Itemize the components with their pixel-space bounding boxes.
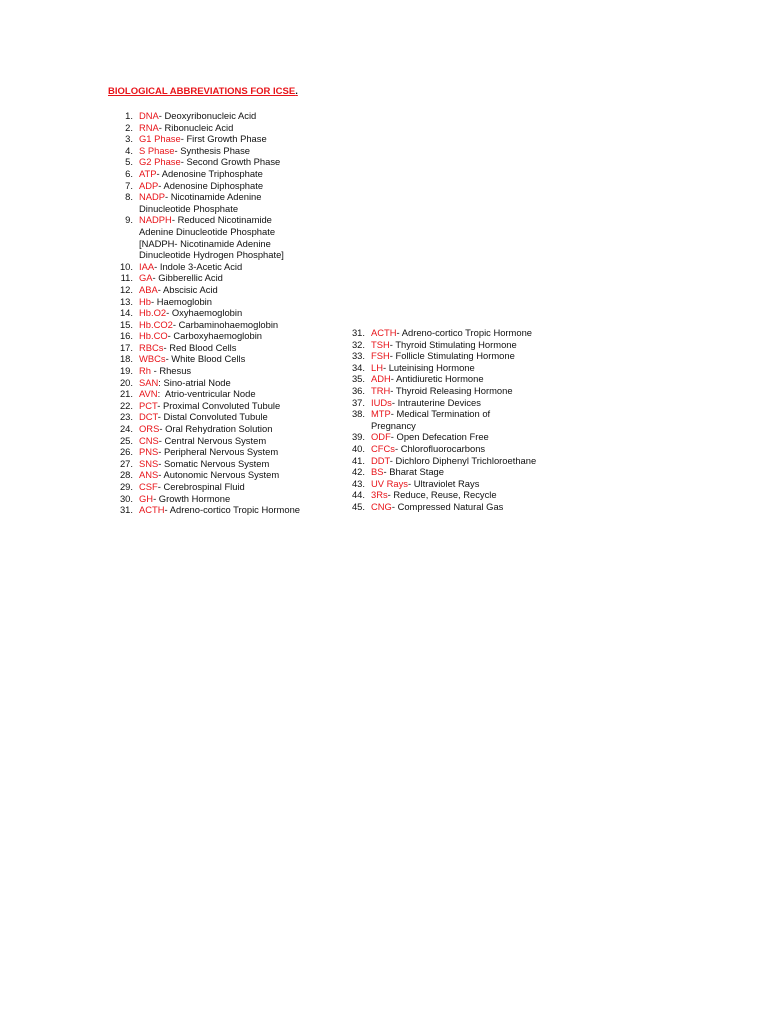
separator: - <box>171 214 178 226</box>
list-item <box>340 397 555 409</box>
expansion-text: Adenosine Triphosphate <box>161 167 263 179</box>
separator: - <box>394 442 401 454</box>
expansion-text: Atrio-ventricular Node <box>164 388 256 400</box>
list-item <box>108 284 323 296</box>
list-item <box>340 339 555 351</box>
abbreviation: WBCs <box>139 353 166 365</box>
abbreviation: PNS <box>139 446 159 458</box>
separator: - <box>154 260 160 272</box>
item-line <box>139 307 323 319</box>
separator: - <box>180 133 187 145</box>
separator: - <box>390 373 397 385</box>
item-number: 16. <box>119 330 133 342</box>
item-number: 8. <box>125 191 133 203</box>
expansion-continuation: Dinucleotide Hydrogen Phosphate] <box>139 249 284 261</box>
list-item <box>108 365 323 377</box>
separator: - <box>390 408 397 420</box>
list-item <box>108 180 323 192</box>
list-item <box>108 493 323 505</box>
abbreviation: TRH <box>371 384 391 396</box>
expansion-text: Deoxyribonucleic Acid <box>164 110 257 121</box>
list-item <box>108 504 323 516</box>
list-item <box>108 191 323 214</box>
expansion-text: Central Nervous System <box>164 434 267 446</box>
item-number: 33. <box>351 350 365 362</box>
separator: - <box>383 466 390 478</box>
expansion-text: Peripheral Nervous System <box>164 446 279 458</box>
list-item <box>340 431 555 443</box>
expansion-text: Dichloro Diphenyl Trichloroethane <box>395 454 537 466</box>
separator: - <box>157 411 164 423</box>
item-number: 5. <box>125 156 133 168</box>
item-number: 12. <box>119 283 133 295</box>
separator: - <box>156 167 162 179</box>
separator: - <box>396 327 402 338</box>
expansion-text: Nicotinamide Adenine <box>170 191 262 203</box>
abbreviation: CSF <box>139 481 158 492</box>
list-item <box>108 330 323 342</box>
expansion-text: Intrauterine Devices <box>397 396 481 408</box>
expansion-text: Antidiuretic Hormone <box>396 373 484 385</box>
list-item <box>340 478 555 490</box>
abbreviation: LH <box>371 361 383 373</box>
abbreviation: IAA <box>139 260 155 272</box>
item-line <box>139 133 323 145</box>
item-line <box>139 272 323 284</box>
abbreviation: ADP <box>139 179 159 191</box>
item-line <box>371 408 555 420</box>
item-number: 45. <box>351 500 365 512</box>
item-number: 30. <box>119 492 133 504</box>
expansion-text: Carbaminohaemoglobin <box>178 318 279 330</box>
separator: - <box>157 481 164 492</box>
item-number: 20. <box>119 376 133 388</box>
separator: - <box>387 489 394 501</box>
separator: - <box>382 361 389 373</box>
item-line <box>139 423 323 435</box>
expansion-text: First Growth Phase <box>186 133 267 145</box>
separator: - <box>172 318 179 330</box>
abbreviation: GH <box>139 492 154 504</box>
list-item <box>108 388 323 400</box>
item-number: 34. <box>351 361 365 373</box>
item-number: 7. <box>125 179 133 191</box>
list-item <box>340 501 555 513</box>
separator: - <box>158 121 165 133</box>
item-line <box>139 261 323 273</box>
item-line <box>139 411 323 423</box>
abbreviation: ACTH <box>139 504 165 516</box>
abbreviation: ADH <box>371 373 391 385</box>
abbreviation: ATP <box>139 167 157 179</box>
item-number: 37. <box>351 396 365 408</box>
separator: - <box>167 330 174 342</box>
expansion-text: Oxyhaemoglobin <box>171 307 243 319</box>
expansion-continuation: Pregnancy <box>371 419 416 431</box>
list-item <box>108 319 323 331</box>
abbreviation: RNA <box>139 121 159 133</box>
item-number: 40. <box>351 442 365 454</box>
abbreviation: DDT <box>371 454 390 466</box>
expansion-text: Cerebrospinal Fluid <box>163 481 245 492</box>
separator: - <box>164 504 170 516</box>
list-item <box>108 353 323 365</box>
item-number: 38. <box>351 408 365 420</box>
expansion-text: Rhesus <box>159 365 192 377</box>
item-line <box>371 373 555 385</box>
item-number: 35. <box>351 373 365 385</box>
item-line <box>139 284 323 296</box>
item-line <box>139 110 323 122</box>
list-item <box>108 145 323 157</box>
abbreviation: Hb.O2 <box>139 307 167 319</box>
item-line <box>139 377 323 389</box>
list-item <box>108 377 323 389</box>
item-number: 31. <box>119 504 133 516</box>
abbreviation: S Phase <box>139 144 175 156</box>
abbreviation: Hb <box>139 295 151 307</box>
item-number: 27. <box>119 457 133 469</box>
item-number: 23. <box>119 411 133 423</box>
expansion-continuation: Adenine Dinucleotide Phosphate <box>139 225 276 237</box>
item-number: 3. <box>125 133 133 145</box>
item-line <box>139 296 323 308</box>
abbreviation: BS <box>371 466 384 478</box>
item-number: 4. <box>125 144 133 156</box>
item-line <box>371 455 555 467</box>
item-number: 2. <box>125 121 133 133</box>
item-number: 15. <box>119 318 133 330</box>
expansion-text: Carboxyhaemoglobin <box>173 330 262 342</box>
list-item <box>340 455 555 467</box>
item-number: 31. <box>351 327 365 338</box>
item-line <box>371 339 555 351</box>
expansion-text: Growth Hormone <box>158 492 231 504</box>
abbreviation: NADPH <box>139 214 172 226</box>
item-line <box>371 431 555 443</box>
expansion-text: Proximal Convoluted Tubule <box>162 399 281 411</box>
expansion-text: Medical Termination of <box>396 408 491 420</box>
item-line <box>139 504 323 516</box>
separator: - <box>153 492 159 504</box>
item-line <box>371 501 555 513</box>
expansion-text: Bharat Stage <box>389 466 444 478</box>
list-item <box>340 373 555 385</box>
expansion-text: Distal Convoluted Tubule <box>163 411 268 423</box>
title-period: . <box>295 86 298 97</box>
item-line <box>371 489 555 501</box>
item-number: 14. <box>119 307 133 319</box>
list-item <box>108 400 323 412</box>
separator: - <box>389 454 396 466</box>
item-line <box>371 466 555 478</box>
expansion-text: Compressed Natural Gas <box>397 500 504 512</box>
item-number: 9. <box>125 214 133 226</box>
separator: - <box>152 272 159 284</box>
abbreviation: RBCs <box>139 341 164 353</box>
abbreviation: ODF <box>371 431 391 443</box>
abbreviation: PCT <box>139 399 158 411</box>
item-line <box>139 122 323 134</box>
abbreviation: CNS <box>139 434 159 446</box>
abbreviation: AVN <box>139 388 158 400</box>
expansion-text: Adenosine Diphosphate <box>163 179 264 191</box>
item-number: 36. <box>351 384 365 396</box>
abbreviation: G1 Phase <box>139 133 181 145</box>
separator: : <box>158 376 164 388</box>
list-item <box>108 423 323 435</box>
separator: - <box>389 350 396 362</box>
expansion-text: Ribonucleic Acid <box>164 121 234 133</box>
list-item <box>108 296 323 308</box>
item-number: 18. <box>119 353 133 365</box>
list-item <box>108 214 323 260</box>
expansion-text: Indole 3-Acetic Acid <box>159 260 243 272</box>
separator: - <box>165 191 171 203</box>
item-number: 11. <box>120 272 133 284</box>
separator: - <box>158 110 165 121</box>
abbreviation: ACTH <box>371 327 397 338</box>
list-item <box>340 385 555 397</box>
list-item <box>108 168 323 180</box>
separator: - <box>157 283 163 295</box>
item-number: 19. <box>119 365 133 377</box>
list-item <box>108 469 323 481</box>
item-line <box>139 330 323 342</box>
abbreviation: IUDs <box>371 396 392 408</box>
expansion-text: Red Blood Cells <box>169 341 237 353</box>
separator: - <box>390 431 397 443</box>
expansion-text: Adreno-cortico Tropic Hormone <box>169 504 301 516</box>
abbreviation: G2 Phase <box>139 156 181 168</box>
separator: - <box>150 365 160 377</box>
separator: - <box>158 457 165 469</box>
item-line <box>139 435 323 447</box>
abbreviation: DCT <box>139 411 158 423</box>
item-line <box>139 469 323 481</box>
expansion-text: Oral Rehydration Solution <box>165 423 273 435</box>
item-line <box>371 478 555 490</box>
item-line <box>139 458 323 470</box>
abbreviation: 3Rs <box>371 489 388 501</box>
expansion-text: Chlorofluorocarbons <box>400 442 486 454</box>
separator: - <box>165 353 172 365</box>
abbreviation: Hb.CO2 <box>139 318 173 330</box>
abbreviation: DNA <box>139 110 159 121</box>
item-line <box>139 145 323 157</box>
expansion-text: Synthesis Phase <box>180 144 251 156</box>
abbreviation-list-right <box>340 327 555 513</box>
title-text: BIOLOGICAL ABBREVIATIONS FOR ICSE <box>108 86 296 97</box>
expansion-text: Thyroid Stimulating Hormone <box>395 338 517 350</box>
list-item <box>340 327 555 339</box>
expansion-text: Follicle Stimulating Hormone <box>395 350 515 362</box>
abbreviation: SNS <box>139 457 159 469</box>
item-line <box>371 350 555 362</box>
abbreviation: ORS <box>139 423 160 435</box>
item-line <box>139 446 323 458</box>
item-number: 32. <box>351 338 365 350</box>
list-item <box>108 122 323 134</box>
expansion-text: Second Growth Phase <box>186 156 281 168</box>
list-item <box>340 489 555 501</box>
abbreviation: SAN <box>139 376 159 388</box>
expansion-text: Reduce, Reuse, Recycle <box>393 489 497 501</box>
list-item <box>108 446 323 458</box>
expansion-text: Luteinising Hormone <box>388 361 475 373</box>
abbreviation: MTP <box>371 408 391 420</box>
abbreviation: ANS <box>139 469 159 481</box>
item-number: 29. <box>119 481 133 492</box>
separator: - <box>391 500 398 512</box>
list-item <box>340 362 555 374</box>
item-number: 21. <box>119 388 133 400</box>
list-item <box>340 443 555 455</box>
abbreviation: GA <box>139 272 153 284</box>
list-item <box>108 342 323 354</box>
item-number: 6. <box>125 167 133 179</box>
item-line <box>371 385 555 397</box>
item-line <box>139 400 323 412</box>
item-number: 44. <box>351 489 365 501</box>
item-line <box>139 365 323 377</box>
item-number: 28. <box>119 469 133 481</box>
list-item <box>108 272 323 284</box>
list-item <box>108 261 323 273</box>
separator: - <box>150 295 157 307</box>
item-line <box>139 481 323 493</box>
separator: - <box>390 384 396 396</box>
separator: - <box>408 477 414 489</box>
item-line <box>371 362 555 374</box>
separator: - <box>158 434 165 446</box>
separator: : <box>157 388 165 400</box>
list-item <box>340 408 555 431</box>
list-item <box>108 411 323 423</box>
item-number: 17. <box>119 341 133 353</box>
expansion-text: Thyroid Releasing Hormone <box>395 384 513 396</box>
list-item <box>108 435 323 447</box>
abbreviation: CFCs <box>371 442 395 454</box>
separator: - <box>158 446 165 458</box>
abbreviation: ABA <box>139 283 158 295</box>
abbreviation: Hb.CO <box>139 330 168 342</box>
item-line <box>371 443 555 455</box>
list-item <box>108 156 323 168</box>
item-number: 25. <box>119 434 133 446</box>
expansion-text: Haemoglobin <box>156 295 212 307</box>
expansion-continuation: Dinucleotide Phosphate <box>139 202 239 214</box>
list-item <box>108 481 323 493</box>
list-item <box>108 458 323 470</box>
abbreviation: CNG <box>371 500 392 512</box>
item-line <box>139 168 323 180</box>
item-line <box>139 342 323 354</box>
expansion-text: Sino-atrial Node <box>163 376 231 388</box>
document-title <box>108 86 298 97</box>
separator: - <box>166 307 172 319</box>
expansion-text: Gibberellic Acid <box>158 272 223 284</box>
separator: - <box>159 423 166 435</box>
list-item <box>108 110 323 122</box>
item-line <box>139 180 323 192</box>
list-item <box>340 350 555 362</box>
abbreviation: NADP <box>139 191 166 203</box>
separator: - <box>158 179 164 191</box>
item-number: 24. <box>119 423 133 435</box>
abbreviation-list-left <box>108 110 323 516</box>
abbreviation: Rh <box>139 365 151 377</box>
item-number: 1. <box>125 110 133 121</box>
expansion-text: Somatic Nervous System <box>164 457 270 469</box>
item-number: 26. <box>119 446 133 458</box>
item-line <box>139 353 323 365</box>
item-number: 13. <box>119 295 133 307</box>
item-number: 41. <box>351 454 365 466</box>
separator: - <box>163 341 170 353</box>
abbreviation: TSH <box>371 338 390 350</box>
item-line <box>139 191 323 203</box>
expansion-text: Ultraviolet Rays <box>413 477 480 489</box>
item-number: 42. <box>351 466 365 478</box>
abbreviation: FSH <box>371 350 390 362</box>
expansion-text: Open Defecation Free <box>396 431 489 443</box>
separator: - <box>391 396 398 408</box>
item-line <box>139 319 323 331</box>
list-item <box>108 133 323 145</box>
separator: - <box>174 144 181 156</box>
list-item <box>108 307 323 319</box>
item-line <box>139 388 323 400</box>
item-line <box>139 493 323 505</box>
item-line <box>139 156 323 168</box>
expansion-continuation: [NADPH- Nicotinamide Adenine <box>139 237 271 249</box>
separator: - <box>180 156 187 168</box>
separator: - <box>157 399 163 411</box>
expansion-text: Reduced Nicotinamide <box>177 214 272 226</box>
expansion-text: White Blood Cells <box>171 353 246 365</box>
separator: - <box>158 469 164 481</box>
separator: - <box>389 338 396 350</box>
abbreviation: UV Rays <box>371 477 408 489</box>
expansion-text: Autonomic Nervous System <box>163 469 280 481</box>
item-line <box>371 397 555 409</box>
item-line <box>371 327 555 339</box>
item-number: 22. <box>119 399 133 411</box>
expansion-text: Abscisic Acid <box>162 283 218 295</box>
list-item <box>340 466 555 478</box>
item-number: 10. <box>119 260 133 272</box>
item-line <box>139 214 323 226</box>
expansion-text: Adreno-cortico Tropic Hormone <box>401 327 533 338</box>
item-number: 43. <box>351 477 365 489</box>
item-number: 39. <box>351 431 365 443</box>
